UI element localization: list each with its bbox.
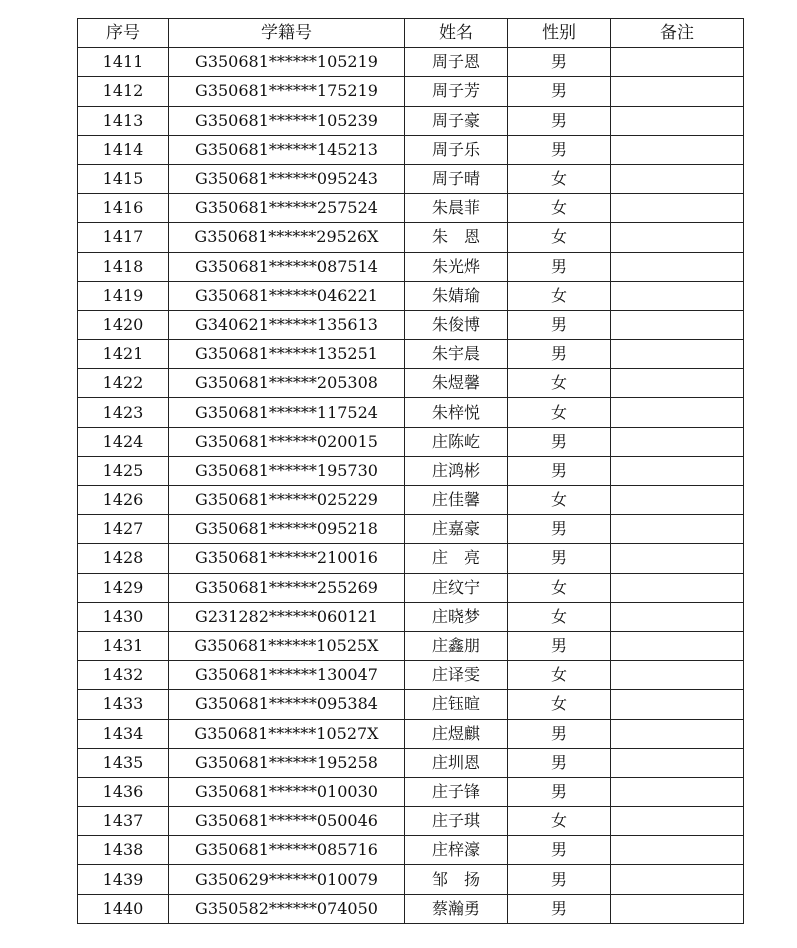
cell-remarks	[611, 77, 744, 106]
cell-remarks	[611, 135, 744, 164]
cell-seq: 1438	[78, 836, 169, 865]
cell-seq: 1440	[78, 894, 169, 923]
table-body	[78, 48, 744, 924]
table-row	[78, 777, 744, 806]
cell-student-id: G350582******074050	[169, 894, 405, 923]
cell-student-id: G350681******050046	[169, 807, 405, 836]
cell-name: 朱 恩	[405, 223, 508, 252]
cell-seq: 1419	[78, 281, 169, 310]
cell-gender: 女	[508, 602, 611, 631]
cell-remarks	[611, 223, 744, 252]
table-row	[78, 164, 744, 193]
cell-name: 周子芳	[405, 77, 508, 106]
cell-student-id: G350681******025229	[169, 486, 405, 515]
cell-remarks	[611, 252, 744, 281]
cell-remarks	[611, 661, 744, 690]
cell-gender: 男	[508, 894, 611, 923]
cell-name: 邹 扬	[405, 865, 508, 894]
cell-remarks	[611, 807, 744, 836]
cell-seq: 1429	[78, 573, 169, 602]
table-row	[78, 544, 744, 573]
cell-remarks	[611, 894, 744, 923]
cell-student-id: G350681******130047	[169, 661, 405, 690]
cell-seq: 1425	[78, 456, 169, 485]
table-row	[78, 194, 744, 223]
cell-gender: 男	[508, 544, 611, 573]
cell-gender: 女	[508, 690, 611, 719]
cell-name: 朱婧瑜	[405, 281, 508, 310]
table-row	[78, 369, 744, 398]
cell-remarks	[611, 106, 744, 135]
cell-gender: 女	[508, 807, 611, 836]
cell-remarks	[611, 164, 744, 193]
cell-gender: 女	[508, 194, 611, 223]
cell-seq: 1415	[78, 164, 169, 193]
cell-remarks	[611, 602, 744, 631]
cell-name: 庄纹宁	[405, 573, 508, 602]
cell-student-id: G340621******135613	[169, 310, 405, 339]
cell-seq: 1424	[78, 427, 169, 456]
cell-student-id: G350681******195730	[169, 456, 405, 485]
cell-seq: 1433	[78, 690, 169, 719]
table-row	[78, 894, 744, 923]
cell-student-id: G350681******29526X	[169, 223, 405, 252]
cell-gender: 男	[508, 310, 611, 339]
cell-name: 庄鑫朋	[405, 631, 508, 660]
cell-student-id: G231282******060121	[169, 602, 405, 631]
cell-seq: 1427	[78, 515, 169, 544]
cell-name: 庄煜麒	[405, 719, 508, 748]
cell-gender: 男	[508, 77, 611, 106]
cell-gender: 男	[508, 515, 611, 544]
cell-gender: 男	[508, 135, 611, 164]
cell-remarks	[611, 369, 744, 398]
cell-name: 周子恩	[405, 48, 508, 77]
cell-remarks	[611, 456, 744, 485]
cell-name: 庄鸿彬	[405, 456, 508, 485]
cell-student-id: G350681******145213	[169, 135, 405, 164]
cell-student-id: G350681******095384	[169, 690, 405, 719]
cell-name: 周子乐	[405, 135, 508, 164]
student-roster-table	[77, 18, 744, 924]
cell-gender: 男	[508, 340, 611, 369]
table-row	[78, 223, 744, 252]
header-name: 姓名	[405, 19, 508, 48]
cell-seq: 1417	[78, 223, 169, 252]
cell-name: 周子豪	[405, 106, 508, 135]
cell-gender: 男	[508, 631, 611, 660]
cell-student-id: G350681******10525X	[169, 631, 405, 660]
cell-student-id: G350681******046221	[169, 281, 405, 310]
table-row	[78, 515, 744, 544]
cell-name: 朱梓悦	[405, 398, 508, 427]
table-row	[78, 719, 744, 748]
table-row	[78, 807, 744, 836]
cell-student-id: G350681******010030	[169, 777, 405, 806]
cell-seq: 1412	[78, 77, 169, 106]
cell-seq: 1421	[78, 340, 169, 369]
cell-student-id: G350681******095218	[169, 515, 405, 544]
cell-remarks	[611, 310, 744, 339]
cell-remarks	[611, 777, 744, 806]
cell-name: 朱俊博	[405, 310, 508, 339]
cell-name: 庄梓濠	[405, 836, 508, 865]
cell-name: 朱晨菲	[405, 194, 508, 223]
cell-student-id: G350681******195258	[169, 748, 405, 777]
cell-gender: 男	[508, 836, 611, 865]
cell-name: 庄子锋	[405, 777, 508, 806]
table-row	[78, 427, 744, 456]
cell-remarks	[611, 836, 744, 865]
cell-seq: 1426	[78, 486, 169, 515]
cell-remarks	[611, 573, 744, 602]
cell-student-id: G350681******087514	[169, 252, 405, 281]
cell-remarks	[611, 544, 744, 573]
cell-seq: 1432	[78, 661, 169, 690]
header-gender: 性别	[508, 19, 611, 48]
cell-gender: 女	[508, 369, 611, 398]
cell-name: 庄圳恩	[405, 748, 508, 777]
cell-remarks	[611, 398, 744, 427]
cell-seq: 1435	[78, 748, 169, 777]
table-row	[78, 631, 744, 660]
cell-seq: 1414	[78, 135, 169, 164]
cell-remarks	[611, 631, 744, 660]
header-seq: 序号	[78, 19, 169, 48]
cell-student-id: G350681******210016	[169, 544, 405, 573]
table-row	[78, 748, 744, 777]
cell-gender: 女	[508, 573, 611, 602]
cell-gender: 女	[508, 398, 611, 427]
cell-student-id: G350681******257524	[169, 194, 405, 223]
cell-student-id: G350681******020015	[169, 427, 405, 456]
cell-gender: 女	[508, 661, 611, 690]
cell-name: 朱煜馨	[405, 369, 508, 398]
table-row	[78, 398, 744, 427]
cell-gender: 男	[508, 719, 611, 748]
cell-name: 庄佳馨	[405, 486, 508, 515]
cell-seq: 1431	[78, 631, 169, 660]
cell-student-id: G350681******105219	[169, 48, 405, 77]
cell-name: 庄子琪	[405, 807, 508, 836]
header-row	[78, 19, 744, 48]
cell-student-id: G350681******175219	[169, 77, 405, 106]
cell-seq: 1430	[78, 602, 169, 631]
table-row	[78, 252, 744, 281]
cell-gender: 男	[508, 748, 611, 777]
cell-remarks	[611, 281, 744, 310]
cell-student-id: G350681******135251	[169, 340, 405, 369]
cell-student-id: G350681******255269	[169, 573, 405, 602]
cell-name: 朱宇晨	[405, 340, 508, 369]
cell-remarks	[611, 486, 744, 515]
cell-student-id: G350681******117524	[169, 398, 405, 427]
table-row	[78, 48, 744, 77]
cell-name: 庄 亮	[405, 544, 508, 573]
cell-seq: 1434	[78, 719, 169, 748]
table-row	[78, 281, 744, 310]
table-row	[78, 661, 744, 690]
table-row	[78, 77, 744, 106]
cell-remarks	[611, 865, 744, 894]
cell-name: 蔡瀚勇	[405, 894, 508, 923]
cell-remarks	[611, 690, 744, 719]
cell-gender: 男	[508, 252, 611, 281]
cell-student-id: G350681******095243	[169, 164, 405, 193]
table-row	[78, 310, 744, 339]
cell-gender: 男	[508, 865, 611, 894]
cell-name: 庄钰暄	[405, 690, 508, 719]
table-row	[78, 602, 744, 631]
header-student-id: 学籍号	[169, 19, 405, 48]
cell-gender: 女	[508, 281, 611, 310]
cell-student-id: G350681******205308	[169, 369, 405, 398]
cell-seq: 1420	[78, 310, 169, 339]
cell-remarks	[611, 748, 744, 777]
table-row	[78, 135, 744, 164]
header-remarks: 备注	[611, 19, 744, 48]
cell-name: 周子晴	[405, 164, 508, 193]
cell-seq: 1418	[78, 252, 169, 281]
cell-name: 朱光烨	[405, 252, 508, 281]
cell-gender: 女	[508, 223, 611, 252]
cell-name: 庄晓梦	[405, 602, 508, 631]
cell-gender: 女	[508, 164, 611, 193]
cell-remarks	[611, 48, 744, 77]
cell-seq: 1422	[78, 369, 169, 398]
cell-student-id: G350681******085716	[169, 836, 405, 865]
cell-seq: 1413	[78, 106, 169, 135]
cell-gender: 男	[508, 456, 611, 485]
cell-seq: 1411	[78, 48, 169, 77]
cell-remarks	[611, 719, 744, 748]
cell-remarks	[611, 427, 744, 456]
cell-remarks	[611, 515, 744, 544]
cell-name: 庄陈屹	[405, 427, 508, 456]
table-row	[78, 836, 744, 865]
cell-gender: 男	[508, 106, 611, 135]
cell-student-id: G350681******10527X	[169, 719, 405, 748]
cell-name: 庄译雯	[405, 661, 508, 690]
cell-seq: 1439	[78, 865, 169, 894]
table-row	[78, 456, 744, 485]
cell-remarks	[611, 194, 744, 223]
cell-gender: 男	[508, 777, 611, 806]
table-row	[78, 573, 744, 602]
cell-gender: 女	[508, 486, 611, 515]
cell-student-id: G350681******105239	[169, 106, 405, 135]
cell-remarks	[611, 340, 744, 369]
table-row	[78, 340, 744, 369]
cell-seq: 1416	[78, 194, 169, 223]
table-row	[78, 106, 744, 135]
cell-seq: 1428	[78, 544, 169, 573]
table-row	[78, 865, 744, 894]
table-row	[78, 690, 744, 719]
cell-name: 庄嘉豪	[405, 515, 508, 544]
cell-student-id: G350629******010079	[169, 865, 405, 894]
table-row	[78, 486, 744, 515]
cell-seq: 1436	[78, 777, 169, 806]
cell-gender: 男	[508, 48, 611, 77]
cell-seq: 1437	[78, 807, 169, 836]
cell-seq: 1423	[78, 398, 169, 427]
cell-gender: 男	[508, 427, 611, 456]
